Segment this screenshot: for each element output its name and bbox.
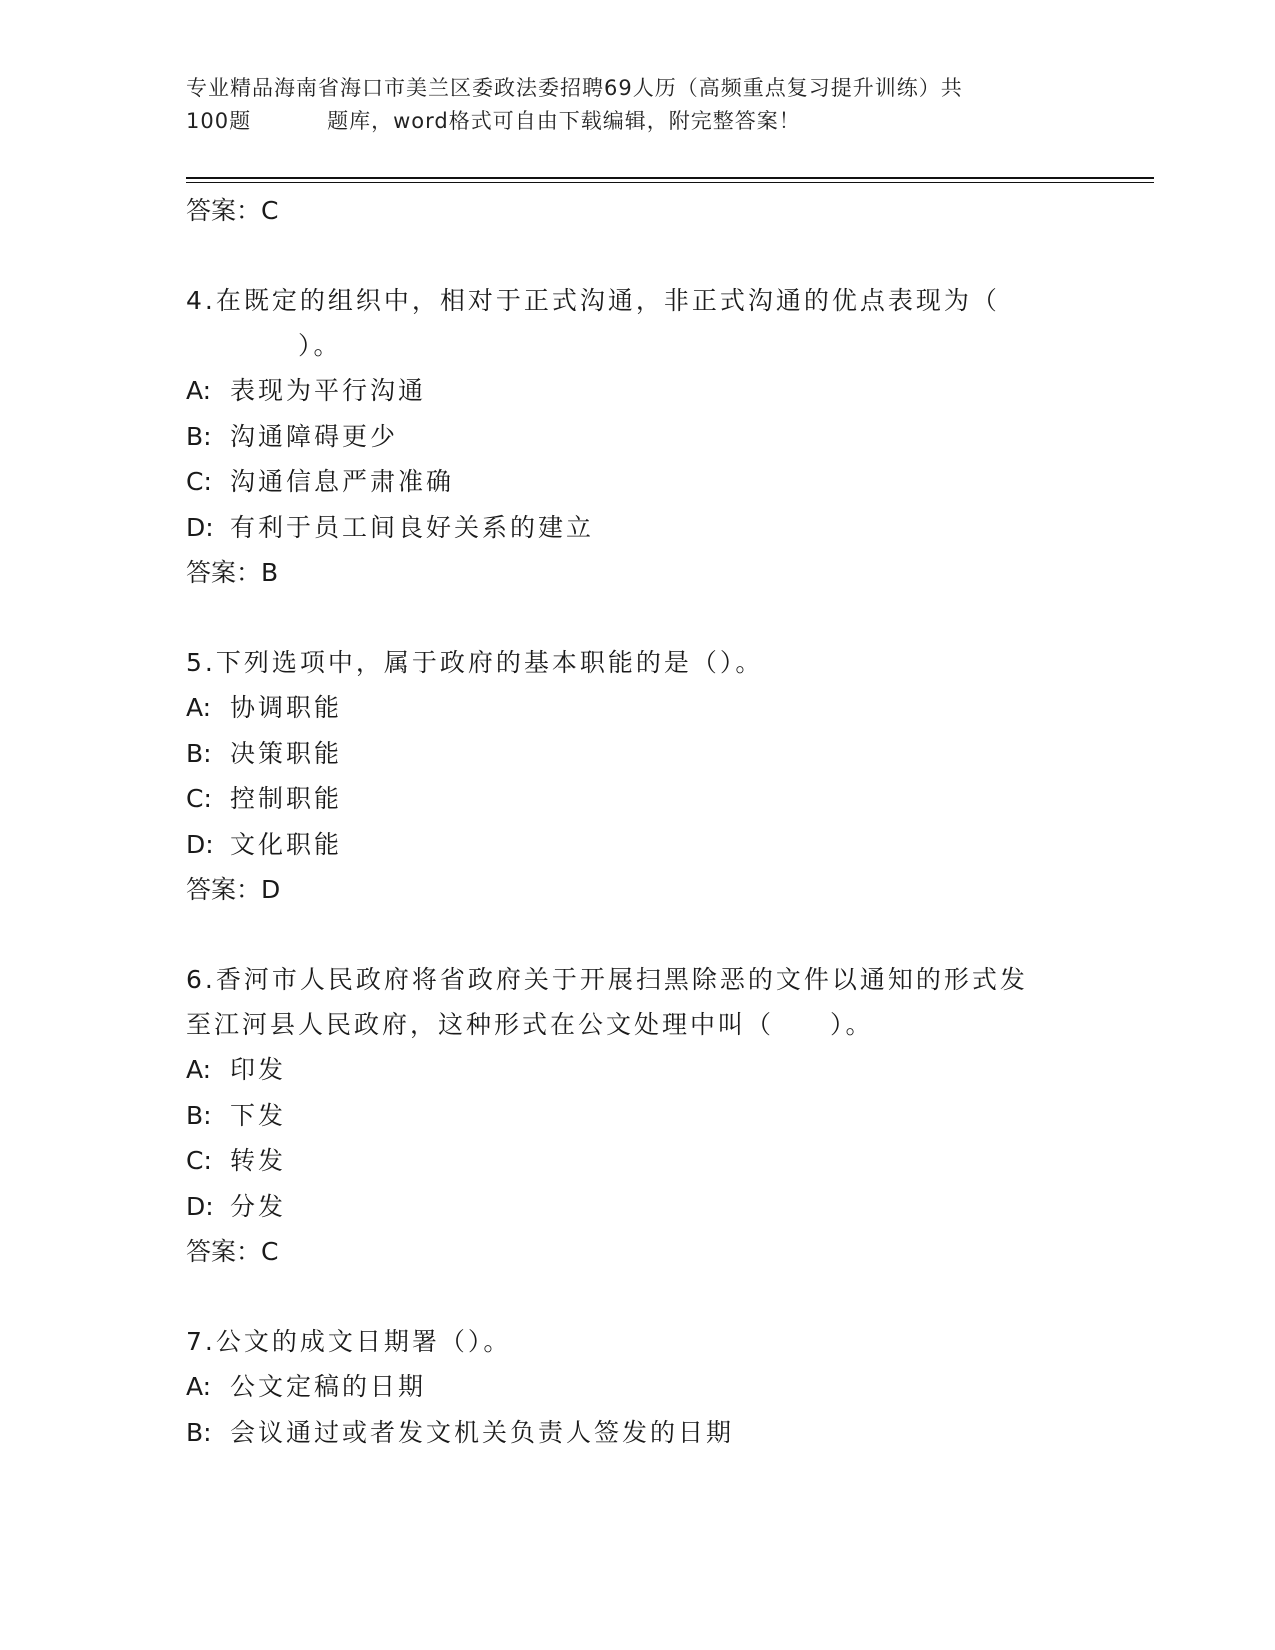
option-a: A: 印发 bbox=[186, 1055, 287, 1084]
question-stem: 4.在既定的组织中，相对于正式沟通，非正式沟通的优点表现为（ bbox=[186, 286, 1000, 315]
answer-line: 答案：C bbox=[186, 1237, 279, 1266]
option-d: D: 文化职能 bbox=[186, 829, 343, 859]
option-a: A: 表现为平行沟通 bbox=[186, 376, 427, 405]
question-stem-continued: 至江河县人民政府，这种形式在公文处理中叫（ ）。 bbox=[186, 1010, 874, 1039]
option-d: D: 分发 bbox=[186, 1191, 287, 1221]
document-body bbox=[186, 188, 1086, 1455]
option-a: A: 公文定稿的日期 bbox=[186, 1372, 427, 1401]
option-c: C: 控制职能 bbox=[186, 784, 343, 813]
answer-line: 答案：B bbox=[186, 558, 279, 587]
question-6 bbox=[186, 957, 1086, 1275]
header-line-1: 专业精品海南省海口市美兰区委政法委招聘69人历（高频重点复习提升训练）共 bbox=[186, 76, 963, 100]
question-stem-tail: ）。 bbox=[298, 331, 342, 360]
header-line-2-start: 100题 bbox=[186, 109, 252, 133]
question-4 bbox=[186, 278, 1086, 596]
question-stem: 5.下列选项中，属于政府的基本职能的是（）。 bbox=[186, 648, 764, 677]
option-b: B: 决策职能 bbox=[186, 738, 343, 768]
question-stem: 7.公文的成文日期署（）。 bbox=[186, 1327, 512, 1356]
header-divider-thick bbox=[186, 177, 1154, 179]
option-a: A: 协调职能 bbox=[186, 693, 343, 722]
question-5 bbox=[186, 640, 1086, 913]
question-stem-continued bbox=[186, 323, 1086, 368]
option-b: B: 会议通过或者发文机关负责人签发的日期 bbox=[186, 1417, 735, 1447]
page-header bbox=[186, 72, 1086, 138]
option-b: B: 下发 bbox=[186, 1100, 287, 1130]
answer-line: 答案：C bbox=[186, 196, 279, 225]
question-7 bbox=[186, 1319, 1086, 1455]
header-line-2 bbox=[186, 105, 1086, 138]
header-divider-thin bbox=[186, 182, 1154, 183]
question-stem: 6.香河市人民政府将省政府关于开展扫黑除恶的文件以通知的形式发 bbox=[186, 965, 1028, 994]
header-line-2-end: 题库，word格式可自由下载编辑，附完整答案！ bbox=[327, 109, 801, 133]
option-b: B: 沟通障碍更少 bbox=[186, 421, 399, 451]
answer-line: 答案：D bbox=[186, 875, 281, 904]
option-c: C: 沟通信息严肃准确 bbox=[186, 467, 455, 496]
option-d: D: 有利于员工间良好关系的建立 bbox=[186, 512, 595, 542]
option-c: C: 转发 bbox=[186, 1146, 287, 1175]
